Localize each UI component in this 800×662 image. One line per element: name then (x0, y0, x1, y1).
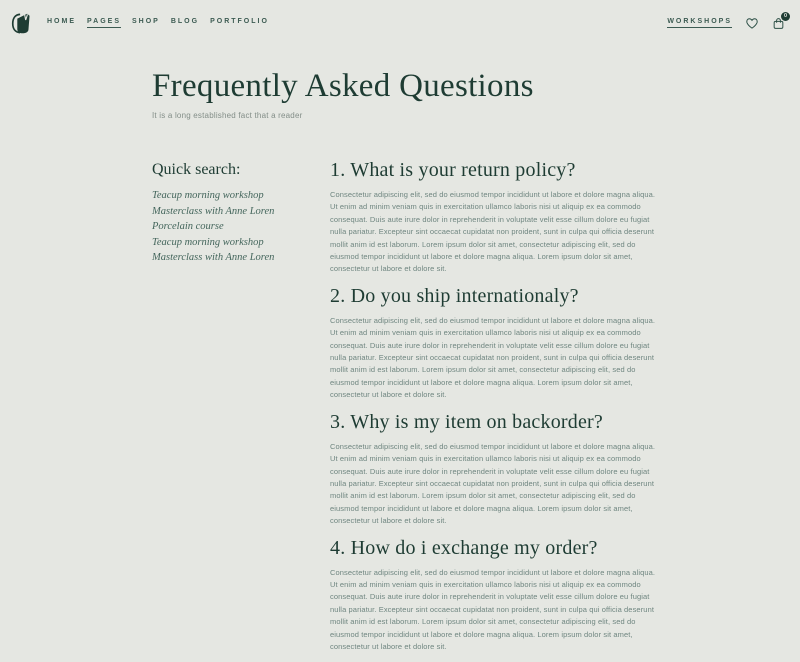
quick-search-link[interactable]: Masterclass with Anne Loren (152, 205, 275, 217)
faq-answer: Consectetur adipiscing elit, sed do eiusmod tempor incididunt ut labore et dolore magna aliqua. Ut enim ad minim veniam quis in exercitation ullamco laboris nisi ut aliquip ex ea commodo consequat. Duis aute irure dolor in reprehenderit in voluptate velit esse cillum dolore eu fugiat nulla pariatur. Excepteur sint occaecat cupidatat non proident, sunt in culpa qui officia deserunt mollit anim id est laborum. Lorem ipsum dolor sit amet, consectetur adipiscing elit, sed do eiusmod tempor incididunt ut labore et dolore magna aliqua. Lorem ipsum dolor sit amet, consectetur ut labore et dolore sit. (330, 441, 656, 526)
nav-item-home[interactable]: HOME (47, 18, 76, 25)
quick-search-link[interactable]: Teacup morning workshop (152, 190, 264, 201)
faq-item (330, 159, 660, 276)
faq-answer: Consectetur adipiscing elit, sed do eiusmod tempor incididunt ut labore et dolore magna aliqua. Ut enim ad minim veniam quis in exercitation ullamco laboris nisi ut aliquip ex ea commodo consequat. Duis aute irure dolor in reprehenderit in voluptate velit esse cillum dolore eu fugiat nulla pariatur. Excepteur sint occaecat cupidatat non proident, sunt in culpa qui officia deserunt mollit anim id est laborum. Lorem ipsum dolor sit amet, consectetur adipiscing elit, sed do eiusmod tempor incididunt ut labore et dolore magna aliqua. Lorem ipsum dolor sit amet, consectetur ut labore et dolore sit. (330, 567, 656, 651)
nav-item-shop[interactable]: SHOP (132, 18, 160, 25)
nav-item-portfolio[interactable]: PORTFOLIO (210, 18, 269, 25)
faq-question: 1. What is your return policy? (330, 159, 576, 181)
faq-answer: Consectetur adipiscing elit, sed do eiusmod tempor incididunt ut labore et dolore magna aliqua. Ut enim ad minim veniam quis in exercitation ullamco laboris nisi ut aliquip ex ea commodo consequat. Duis aute irure dolor in reprehenderit in voluptate velit esse cillum dolore eu fugiat nulla pariatur. Excepteur sint occaecat cupidatat non proident, sunt in culpa qui officia deserunt mollit anim id est laborum. Lorem ipsum dolor sit amet, consectetur adipiscing elit, sed do eiusmod tempor incididunt ut labore et dolore magna aliqua. Lorem ipsum dolor sit amet, consectetur ut labore et dolore sit. (330, 190, 656, 274)
faq-item (330, 537, 660, 654)
content-columns (152, 159, 660, 662)
quick-search-link[interactable]: Porcelain course (152, 221, 224, 232)
faq-answer: Consectetur adipiscing elit, sed do eiusmod tempor incididunt ut labore et dolore magna aliqua. Ut enim ad minim veniam quis in exercitation ullamco laboris nisi ut aliquip ex ea commodo consequat. Duis aute irure dolor in reprehenderit in voluptate velit esse cillum dolore eu fugiat nulla pariatur. Excepteur sint occaecat cupidatat non proident, sunt in culpa qui officia deserunt mollit anim id est laborum. Lorem ipsum dolor sit amet, consectetur adipiscing elit, sed do eiusmod tempor incididunt ut labore et dolore magna aliqua. Lorem ipsum dolor sit amet, consectetur ut labore et dolore sit. (330, 315, 656, 400)
faq-question: 3. Why is my item on backorder? (330, 410, 603, 433)
logo-watering-can-icon[interactable] (11, 11, 32, 36)
cart-bag-icon[interactable] (771, 12, 788, 31)
wishlist-heart-icon[interactable] (744, 16, 759, 31)
workshops-link[interactable]: WORKSHOPS (667, 18, 732, 28)
quick-search-sidebar (152, 159, 330, 662)
faq-item (330, 285, 660, 402)
header-actions (667, 12, 788, 31)
main-nav (47, 18, 280, 28)
nav-item-blog[interactable]: BLOG (170, 18, 200, 25)
quick-search-heading: Quick search: (152, 161, 241, 178)
page-content (152, 70, 660, 662)
header (0, 0, 800, 46)
nav-item-pages[interactable]: PAGES (87, 18, 121, 28)
faq-question: 2. Do you ship internationaly? (330, 284, 579, 307)
quick-search-link[interactable]: Masterclass with Anne Loren (152, 252, 275, 263)
quick-search-link[interactable]: Teacup morning workshop (152, 236, 264, 248)
page-title: Frequently Asked Questions (152, 68, 534, 104)
cart-count-badge: 0 (781, 12, 790, 21)
faq-item (330, 411, 660, 528)
page-subtitle: It is a long established fact that a reader (152, 111, 303, 120)
faq-list (330, 159, 660, 662)
faq-question: 4. How do i exchange my order? (330, 536, 598, 559)
